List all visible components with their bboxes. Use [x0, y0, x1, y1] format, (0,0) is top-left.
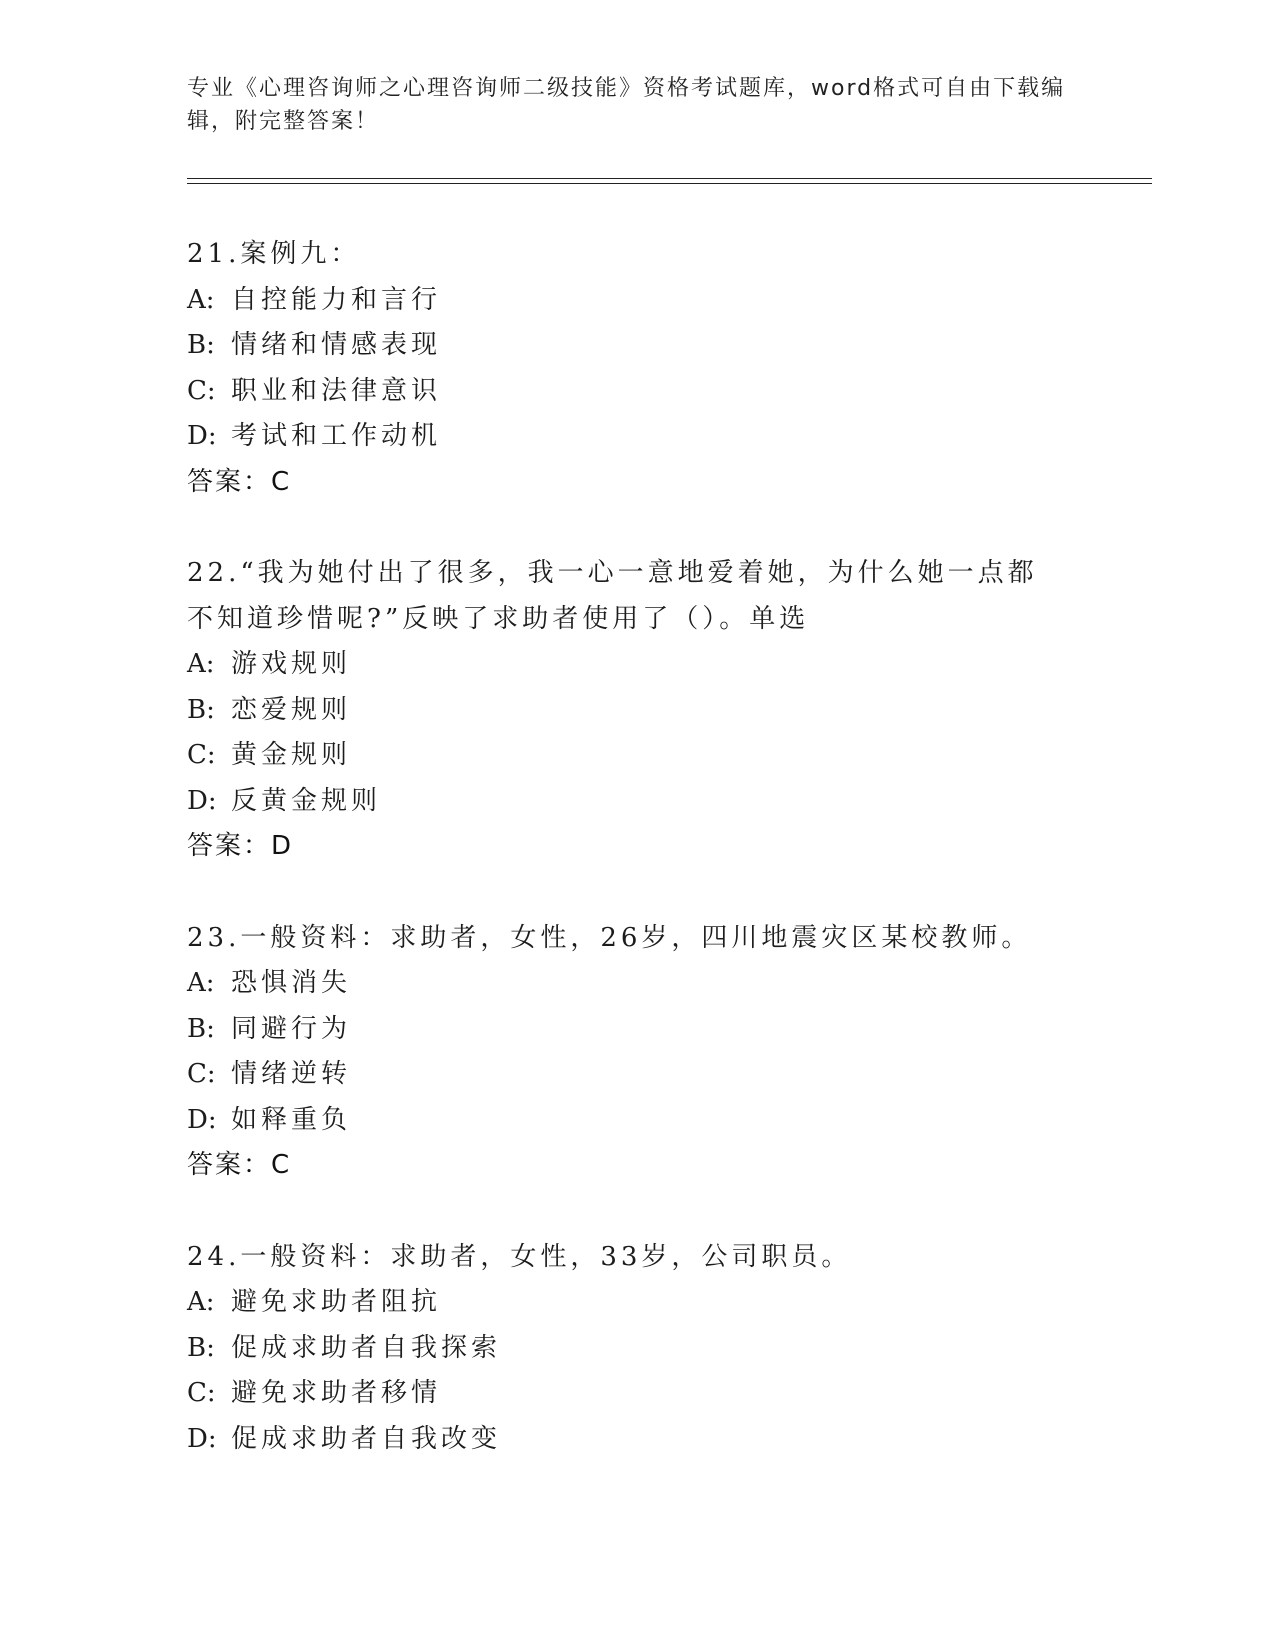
- option-letter: C:: [187, 1059, 216, 1089]
- option-b: [187, 688, 1087, 734]
- header-divider-top: [187, 178, 1152, 179]
- option-letter: D:: [187, 1104, 217, 1135]
- question-21: [187, 232, 1087, 505]
- option-text: 自控能力和言行: [231, 284, 442, 315]
- option-letter: C:: [187, 740, 216, 770]
- option-text: 如释重负: [231, 1104, 352, 1135]
- option-b: [187, 323, 1087, 369]
- option-letter: A:: [187, 968, 215, 998]
- option-d: [187, 414, 1087, 460]
- option-c: [187, 1371, 1087, 1417]
- option-d: [187, 1417, 1087, 1463]
- answer-line: 答案：C: [187, 466, 292, 497]
- option-letter: C:: [187, 1378, 216, 1408]
- option-b: [187, 1007, 1087, 1053]
- option-letter: A:: [187, 1287, 215, 1317]
- question-stem: 23.一般资料：求助者，女性，26岁，四川地震灾区某校教师。: [187, 922, 1032, 953]
- option-letter: A:: [187, 284, 215, 315]
- question-24: [187, 1235, 1087, 1463]
- option-text: 反黄金规则: [231, 785, 382, 816]
- option-d: [187, 779, 1087, 825]
- option-letter: B:: [187, 1332, 215, 1363]
- option-text: 恐惧消失: [231, 968, 352, 998]
- option-letter: D:: [187, 421, 217, 451]
- option-b: [187, 1326, 1087, 1372]
- question-stem: 22.“我为她付出了很多，我一心一意地爱着她，为什么她一点都不知道珍惜呢?”反映了求助者使用了（）。单选: [187, 558, 1038, 634]
- option-text: 促成求助者自我改变: [231, 1423, 502, 1454]
- option-a: [187, 961, 1087, 1007]
- answer-line: 答案：D: [187, 831, 294, 861]
- option-letter: A:: [187, 649, 215, 679]
- option-c: [187, 1052, 1087, 1098]
- option-text: 职业和法律意识: [231, 375, 442, 406]
- option-letter: C:: [187, 375, 216, 406]
- option-letter: D:: [187, 785, 217, 816]
- option-a: [187, 642, 1087, 688]
- option-letter: B:: [187, 330, 215, 360]
- option-letter: B:: [187, 694, 215, 725]
- option-text: 考试和工作动机: [231, 421, 442, 451]
- document-header: 专业《心理咨询师之心理咨询师二级技能》资格考试题库，word格式可自由下载编辑，附完整答案！: [187, 76, 1066, 134]
- option-a: [187, 1280, 1087, 1326]
- option-c: [187, 369, 1087, 415]
- option-text: 同避行为: [231, 1013, 352, 1044]
- option-text: 避免求助者阻抗: [231, 1287, 442, 1317]
- option-text: 情绪和情感表现: [231, 330, 442, 360]
- question-stem: 24.一般资料：求助者，女性，33岁，公司职员。: [187, 1241, 852, 1272]
- option-text: 恋爱规则: [231, 694, 352, 725]
- option-letter: B:: [187, 1013, 215, 1044]
- option-text: 游戏规则: [231, 649, 352, 679]
- option-text: 情绪逆转: [231, 1059, 352, 1089]
- option-text: 黄金规则: [231, 740, 352, 770]
- option-text: 促成求助者自我探索: [231, 1332, 502, 1363]
- option-letter: D:: [187, 1423, 217, 1454]
- header-divider-bottom: [187, 183, 1152, 184]
- option-d: [187, 1098, 1087, 1144]
- option-a: [187, 278, 1087, 324]
- question-22: [187, 551, 1087, 870]
- option-text: 避免求助者移情: [231, 1378, 442, 1408]
- answer-line: 答案：C: [187, 1150, 292, 1180]
- question-stem: 21.案例九：: [187, 239, 361, 269]
- question-23: [187, 916, 1087, 1189]
- question-list: [187, 232, 1087, 1508]
- option-c: [187, 733, 1087, 779]
